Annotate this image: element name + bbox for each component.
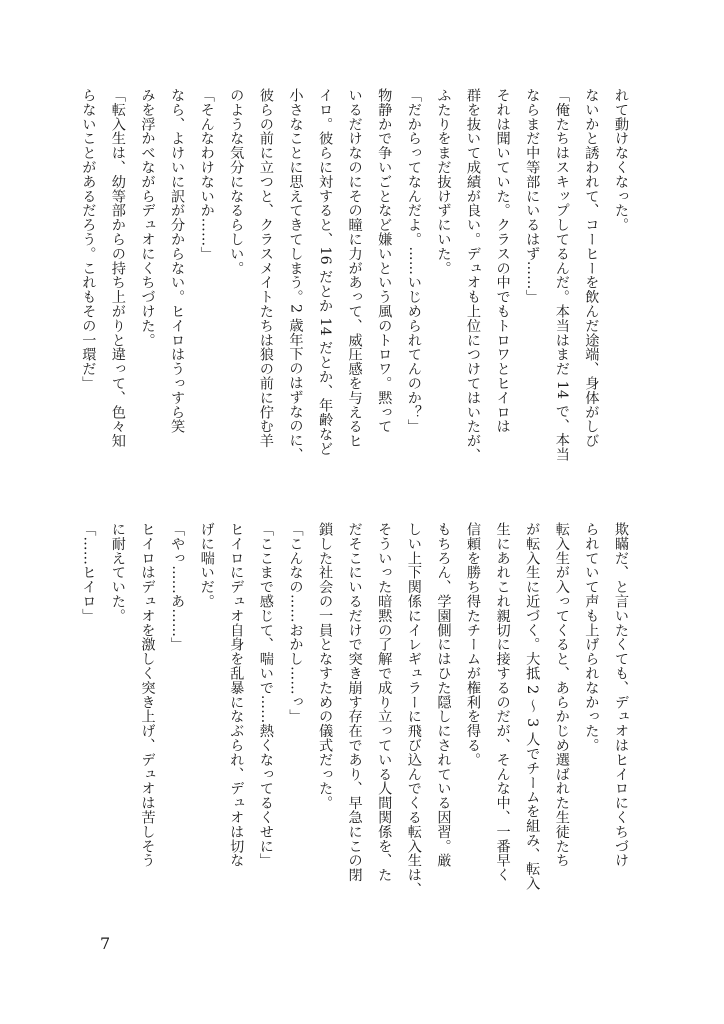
text-line: みを浮かべながらデュオにくちづけた。 [139,88,156,348]
text-line: 鎖した社会の一員となすための儀式だった。 [317,522,334,810]
text-line: だそこにいるだけで突き崩す存在であり、早急にこの閉 [346,522,363,882]
text-line: のような気分になるらしい。 [228,88,245,276]
text-line: 「転入生は、幼等部からの持ち上がりと違って、色々知 [109,88,126,448]
text-column-top [80,88,635,463]
text-line: れて動けなくなった。 [613,88,629,232]
text-line: らないことがあるだろう。これもその一環だ」 [80,88,97,391]
text-line: ヒイロにデュオ自身を乱暴になぶられ、デュオは切な [228,522,245,868]
text-line: に耐えていた。 [109,522,126,623]
text-line: しい上下関係にイレギュラーに飛び込んでくる転入生は、 [405,522,422,897]
text-line: それは聞いていた。クラスの中でもトロワとヒイロは [494,88,511,434]
text-line: 群を抜いて成績が良い。デュオも上位につけてはいたが、 [465,88,482,463]
text-line: 「こんなの……おかし……っ」 [287,522,304,724]
text-line: 「……ヒイロ」 [80,522,97,623]
text-line: ないかと誘われて、コーヒーを飲んだ途端、身体がしび [583,88,600,448]
text-line: イロ。彼らに対すると、16 だとか 14 だとか、年齢など [317,88,334,456]
text-line: 転入生が入ってくると、あらかじめ選ばれた生徒たち [553,522,570,868]
text-line: 生にあれこれ親切に接するのだが、そんな中、一番早く [494,522,511,882]
text-line: ふたりをまだ抜けずにいた。 [435,88,452,276]
text-line: 「やっ……あ……」 [169,522,186,652]
text-line: なら、よけいに訳が分からない。ヒイロはうっすら笑 [169,88,186,434]
text-line: そういった暗黙の了解で成り立っている人間関係を、た [376,522,393,882]
text-line: ならまだ中等部にいるはず……」 [524,88,541,304]
text-line: 欺瞞だ、と言いたくても、デュオはヒイロにくちづけ [613,522,629,868]
text-line: 信頼を勝ち得たチームが権利を得る。 [465,522,482,767]
text-line: げに喘いだ。 [198,522,215,609]
text-line: が転入生に近づく。大抵 2 ～ 3 人でチームを組み、転入 [524,522,541,891]
text-line: られていて声も上げられなかった。 [583,522,600,753]
text-line: ヒイロはデュオを激しく突き上げ、デュオは苦しそう [139,522,156,868]
text-line: 彼らの前に立つと、クラスメイトたちは狼の前に佇む羊 [257,88,274,448]
text-line: 「だからってなんだよ。……いじめられてんのか？」 [405,88,422,434]
text-line: 「ここまで感じて、喘いで……熱くなってるくせに」 [257,522,274,868]
text-line: 小さなことに思えてきてしまう。2 歳年下のはずなのに、 [287,88,304,462]
text-column-bottom [80,522,635,897]
text-line: 「そんなわけないか……」 [198,88,215,261]
page-number: 7 [100,934,111,953]
text-line: いるだけなのにその瞳に力があって、威圧感を与えるヒ [346,88,363,448]
text-line: 物静かで争いごとなど嫌いという風のトロワ。黙って [376,88,393,434]
text-line: もちろん、学園側にはひた隠しにされている因習。厳 [435,522,452,868]
text-line: 「俺たちはスキップしてるんだ。本当はまだ 14 で、本当 [553,88,570,462]
